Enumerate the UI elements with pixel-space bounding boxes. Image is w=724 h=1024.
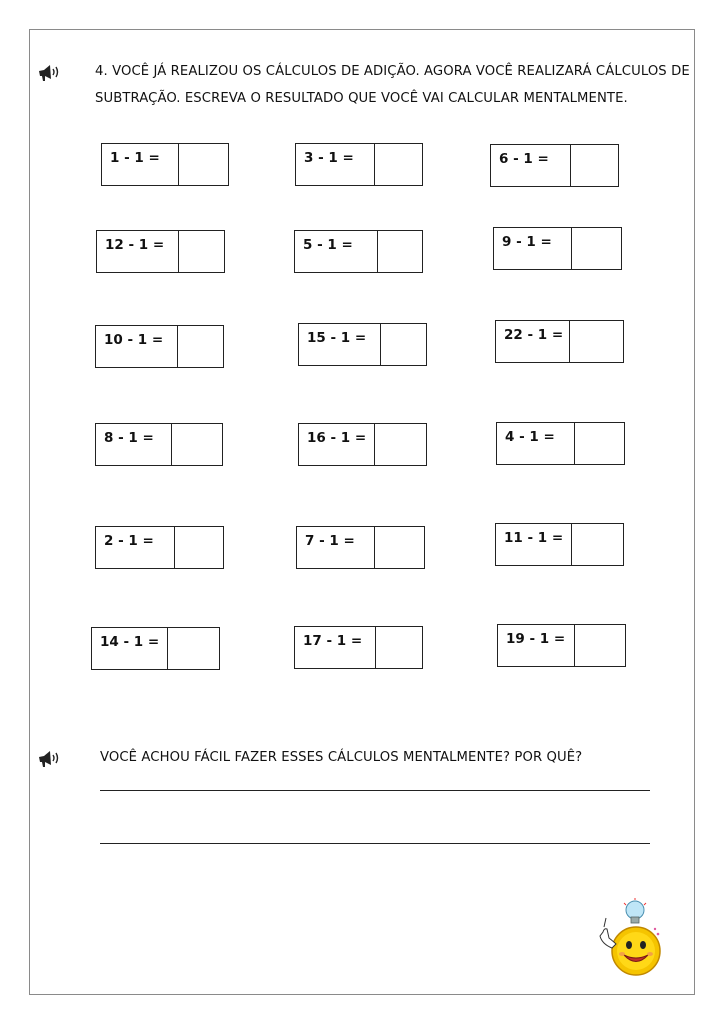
exercise-expression: 12 - 1 = bbox=[105, 237, 165, 253]
exercise-expression: 8 - 1 = bbox=[104, 430, 154, 446]
answer-field[interactable] bbox=[571, 228, 621, 269]
exercise-box bbox=[295, 143, 423, 186]
answer-field[interactable] bbox=[569, 321, 623, 362]
instruction-line-1: 4. VOCÊ JÁ REALIZOU OS CÁLCULOS DE ADIÇÃO. AGORA VOCÊ REALIZARÁ CÁLCULOS DE bbox=[95, 64, 690, 79]
exercise-expression: 22 - 1 = bbox=[504, 327, 564, 343]
exercise-expression: 7 - 1 = bbox=[305, 533, 355, 549]
exercise-box bbox=[497, 624, 626, 667]
exercise-box bbox=[294, 626, 423, 669]
answer-field[interactable] bbox=[374, 424, 426, 465]
exercise-box bbox=[493, 227, 622, 270]
answer-field[interactable] bbox=[377, 231, 422, 272]
exercise-box bbox=[294, 230, 423, 273]
exercise-box bbox=[95, 526, 224, 569]
answer-field[interactable] bbox=[177, 326, 223, 367]
answer-field[interactable] bbox=[178, 144, 228, 185]
answer-line[interactable] bbox=[100, 790, 650, 791]
exercise-expression: 14 - 1 = bbox=[100, 634, 160, 650]
answer-field[interactable] bbox=[174, 527, 223, 568]
lightbulb-sun-mascot bbox=[592, 898, 664, 978]
exercise-expression: 6 - 1 = bbox=[499, 151, 549, 167]
answer-field[interactable] bbox=[171, 424, 222, 465]
exercise-expression: 10 - 1 = bbox=[104, 332, 164, 348]
exercise-expression: 4 - 1 = bbox=[505, 429, 555, 445]
exercise-box bbox=[296, 526, 425, 569]
exercise-expression: 2 - 1 = bbox=[104, 533, 154, 549]
answer-field[interactable] bbox=[375, 627, 422, 668]
exercise-box bbox=[495, 523, 624, 566]
exercise-box bbox=[298, 323, 427, 366]
answer-line[interactable] bbox=[100, 843, 650, 844]
exercise-box bbox=[490, 144, 619, 187]
answer-field[interactable] bbox=[178, 231, 224, 272]
answer-field[interactable] bbox=[374, 527, 424, 568]
exercise-box bbox=[298, 423, 427, 466]
exercise-box bbox=[495, 320, 624, 363]
answer-field[interactable] bbox=[571, 524, 623, 565]
exercise-expression: 11 - 1 = bbox=[504, 530, 564, 546]
answer-field[interactable] bbox=[167, 628, 219, 669]
exercise-box bbox=[95, 423, 223, 466]
exercise-expression: 3 - 1 = bbox=[304, 150, 354, 166]
speaker-icon bbox=[37, 64, 63, 82]
speaker-icon bbox=[37, 750, 63, 768]
exercise-expression: 19 - 1 = bbox=[506, 631, 566, 647]
question-text: VOCÊ ACHOU FÁCIL FAZER ESSES CÁLCULOS MENTALMENTE? POR QUÊ? bbox=[100, 750, 583, 765]
instruction-line-2: SUBTRAÇÃO. ESCREVA O RESULTADO QUE VOCÊ VAI CALCULAR MENTALMENTE. bbox=[95, 91, 628, 106]
exercise-expression: 9 - 1 = bbox=[502, 234, 552, 250]
exercise-box bbox=[496, 422, 625, 465]
exercise-expression: 5 - 1 = bbox=[303, 237, 353, 253]
exercise-expression: 17 - 1 = bbox=[303, 633, 363, 649]
exercise-box bbox=[91, 627, 220, 670]
exercise-expression: 15 - 1 = bbox=[307, 330, 367, 346]
exercise-box bbox=[95, 325, 224, 368]
exercise-expression: 1 - 1 = bbox=[110, 150, 160, 166]
exercise-expression: 16 - 1 = bbox=[307, 430, 367, 446]
answer-field[interactable] bbox=[574, 625, 625, 666]
answer-field[interactable] bbox=[570, 145, 618, 186]
exercise-box bbox=[101, 143, 229, 186]
answer-field[interactable] bbox=[374, 144, 422, 185]
exercise-box bbox=[96, 230, 225, 273]
answer-field[interactable] bbox=[574, 423, 624, 464]
answer-field[interactable] bbox=[380, 324, 426, 365]
